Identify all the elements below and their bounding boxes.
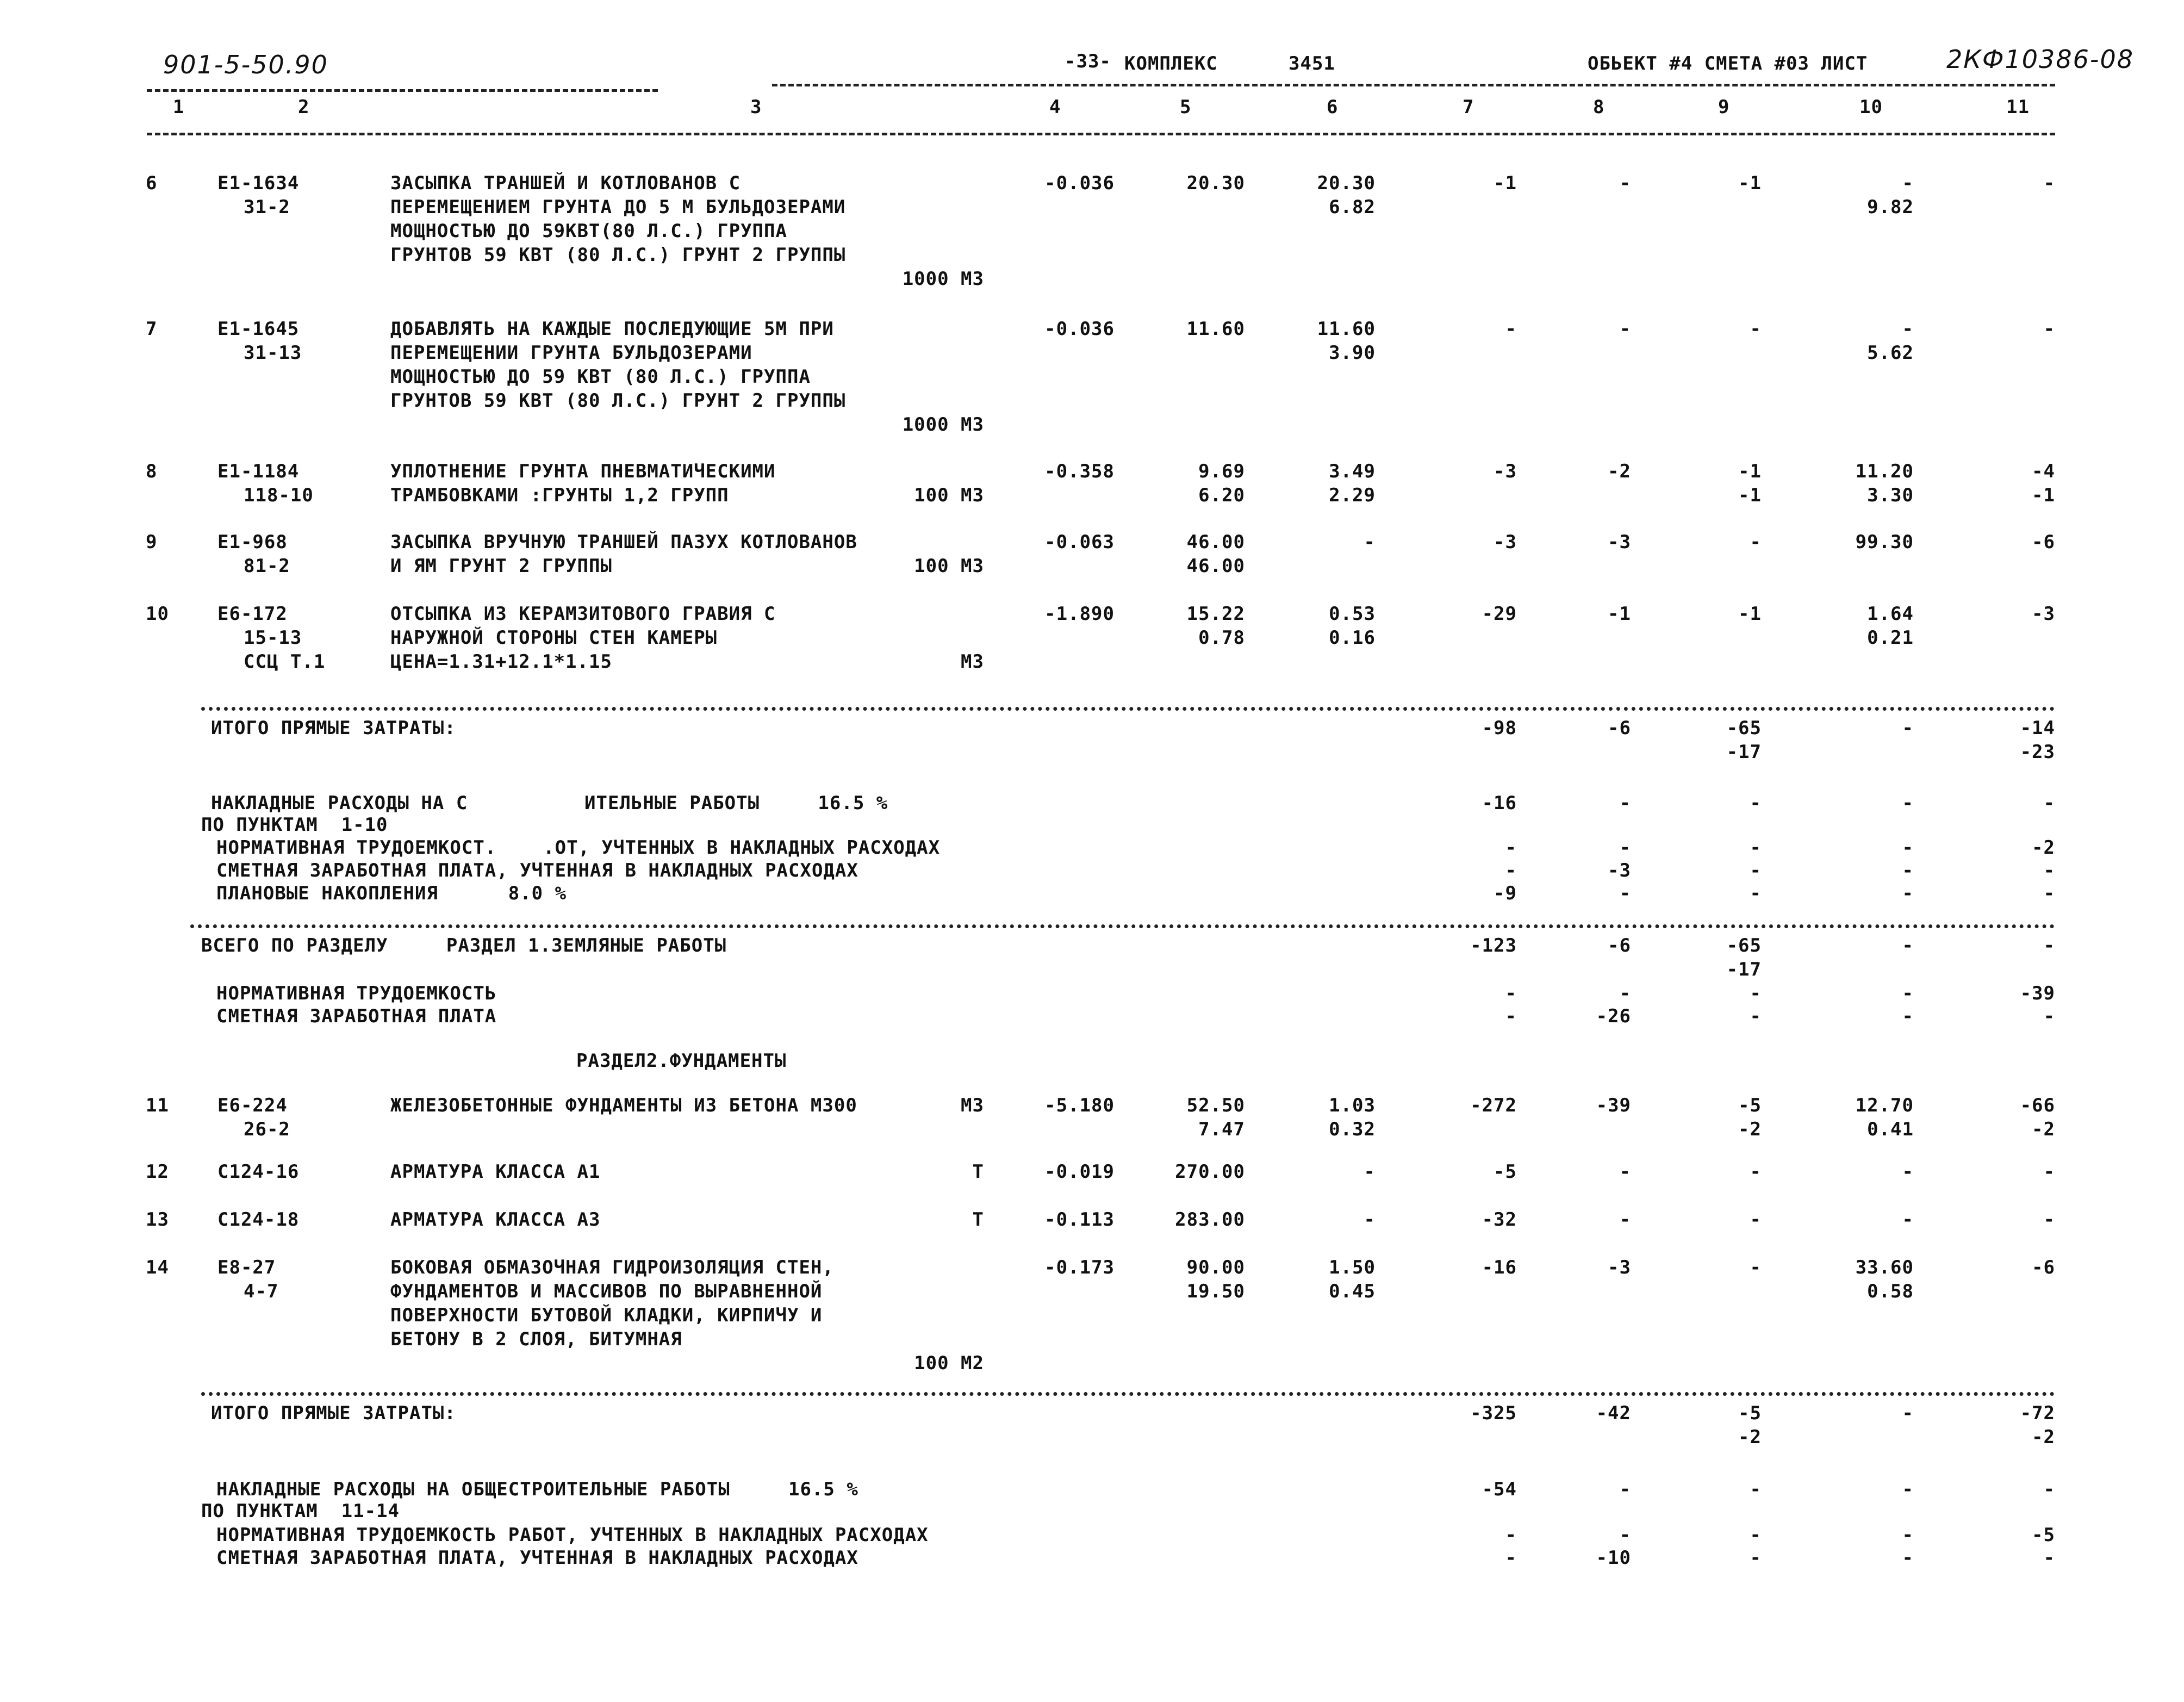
work-description: АРМАТУРА КЛАССА А1 — [390, 1161, 601, 1183]
cell-c8: - — [1619, 883, 1631, 904]
work-description: ДОБАВЛЯТЬ НА КАЖДЫЕ ПОСЛЕДУЮЩИЕ 5М ПРИ — [390, 318, 834, 340]
cell-c6: 0.32 — [1329, 1119, 1376, 1140]
header-rule-left — [147, 89, 658, 92]
unit-of-measure: 100 М3 — [914, 484, 984, 506]
work-description: НАРУЖНОЙ СТОРОНЫ СТЕН КАМЕРЫ — [390, 627, 718, 649]
cell-c8: - — [1619, 1479, 1631, 1500]
work-description: УПЛОТНЕНИЕ ГРУНТА ПНЕВМАТИЧЕСКИМИ — [390, 461, 776, 482]
cell-c9: - — [1750, 983, 1762, 1004]
cell-c7: -123 — [1470, 935, 1517, 956]
cell-c8: - — [1619, 1524, 1631, 1546]
rate-code: Е6-172 — [217, 603, 288, 625]
section-title: РАЗДЕЛ2.ФУНДАМЕНТЫ — [576, 1050, 787, 1072]
wage-label: СМЕТНАЯ ЗАРАБОТНАЯ ПЛАТА, УЧТЕННАЯ В НАКЛАДНЫХ РАСХОДАХ — [216, 1547, 858, 1569]
cell-c5: 46.00 — [1186, 555, 1245, 577]
cell-c6: 0.45 — [1329, 1281, 1376, 1302]
direct-costs-label: ИТОГО ПРЯМЫЕ ЗАТРАТЫ: — [211, 717, 456, 739]
cell-c7: - — [1505, 860, 1517, 881]
unit-of-measure: 100 М3 — [914, 555, 984, 577]
cell-c7: -1 — [1494, 172, 1517, 194]
cell-c8: - — [1619, 1209, 1631, 1231]
rate-code: 118-10 — [244, 484, 314, 506]
work-description: МОЩНОСТЬЮ ДО 59 КВТ (80 Л.С.) ГРУППА — [390, 366, 811, 388]
work-description: ФУНДАМЕНТОВ И МАССИВОВ ПО ВЫРАВНЕННОЙ — [390, 1281, 823, 1302]
header-rule-right — [772, 84, 2055, 86]
cell-c10: - — [1902, 1479, 1914, 1500]
work-description: ТРАМБОВКАМИ :ГРУНТЫ 1,2 ГРУПП — [390, 484, 729, 506]
cell-c9: -65 — [1726, 717, 1762, 739]
work-description: ЦЕНА=1.31+12.1*1.15 — [390, 651, 612, 673]
rate-code: Е1-968 — [217, 531, 288, 553]
overhead-items-label: ПО ПУНКТАМ 11-14 — [201, 1500, 400, 1522]
column-header-11: 11 — [2006, 96, 2030, 118]
section-total-label: ВСЕГО ПО РАЗДЕЛУ РАЗДЕЛ 1.ЗЕМЛЯНЫЕ РАБОТЫ — [201, 935, 727, 956]
cell-c10: - — [1902, 172, 1914, 194]
cell-c11: -2 — [2032, 1426, 2055, 1448]
cell-c9: - — [1750, 531, 1762, 553]
dotted-separator — [201, 1392, 2055, 1396]
cell-c10: 3.30 — [1867, 484, 1914, 506]
cell-c9: - — [1750, 1209, 1762, 1231]
work-description: АРМАТУРА КЛАССА А3 — [390, 1209, 601, 1231]
work-description: БОКОВАЯ ОБМАЗОЧНАЯ ГИДРОИЗОЛЯЦИЯ СТЕН, — [390, 1257, 834, 1278]
quantity: -0.063 — [1044, 531, 1115, 553]
row-number: 11 — [146, 1095, 169, 1116]
cell-c7: -3 — [1494, 461, 1517, 482]
cell-c7: - — [1505, 983, 1517, 1004]
sheet-code: 2КФ10386-08 — [1946, 45, 2134, 74]
object-info: ОБЬЕКТ #4 СМЕТА #03 ЛИСТ — [1588, 53, 1868, 74]
cell-c8: -10 — [1596, 1547, 1631, 1569]
cell-c6: - — [1364, 531, 1376, 553]
complex-number: 3451 — [1289, 53, 1335, 74]
cell-c8: - — [1619, 837, 1631, 859]
unit-of-measure: Т — [972, 1209, 984, 1231]
cell-c7: -272 — [1470, 1095, 1517, 1116]
cell-c10: - — [1902, 318, 1914, 340]
quantity: -5.180 — [1044, 1095, 1115, 1116]
cell-c10: - — [1902, 1209, 1914, 1231]
cell-c11: -5 — [2032, 1524, 2055, 1546]
cell-c7: - — [1505, 1524, 1517, 1546]
cell-c10: 0.41 — [1867, 1119, 1914, 1140]
cell-c11: -2 — [2032, 837, 2055, 859]
cell-c10: - — [1902, 1161, 1914, 1183]
cell-c9: - — [1750, 792, 1762, 814]
doc-code: 901-5-50.90 — [163, 50, 328, 79]
cell-c11: - — [2043, 1479, 2055, 1500]
cell-c11: -3 — [2032, 603, 2055, 625]
cell-c9: - — [1750, 1005, 1762, 1027]
cell-c9: - — [1750, 860, 1762, 881]
work-description: ЗАСЫПКА ВРУЧНУЮ ТРАНШЕЙ ПАЗУХ КОТЛОВАНОВ — [390, 531, 857, 553]
column-header-3: 3 — [750, 96, 762, 118]
row-number: 6 — [146, 172, 158, 194]
cell-c11: -14 — [2020, 717, 2055, 739]
row-number: 14 — [146, 1257, 169, 1278]
cell-c10: - — [1902, 1547, 1914, 1569]
cell-c5: 20.30 — [1186, 172, 1245, 194]
cell-c6: 0.53 — [1329, 603, 1376, 625]
work-description: ПЕРЕМЕЩЕНИЕМ ГРУНТА ДО 5 М БУЛЬДОЗЕРАМИ — [390, 196, 846, 218]
quantity: -0.036 — [1044, 172, 1115, 194]
rate-code: С124-16 — [217, 1161, 300, 1183]
cell-c5: 46.00 — [1186, 531, 1245, 553]
row-number: 8 — [146, 461, 158, 482]
cell-c7: - — [1505, 1547, 1517, 1569]
cell-c7: -5 — [1494, 1161, 1517, 1183]
cell-c10: 9.82 — [1867, 196, 1914, 218]
cell-c11: -39 — [2020, 983, 2055, 1004]
rate-code: 31-2 — [244, 196, 290, 218]
column-header-7: 7 — [1463, 96, 1474, 118]
cell-c7: - — [1505, 1005, 1517, 1027]
quantity: -0.036 — [1044, 318, 1115, 340]
labor-norm-label: НОРМАТИВНАЯ ТРУДОЕМКОСТ. .ОТ, УЧТЕННЫХ В НАКЛАДНЫХ РАСХОДАХ — [216, 837, 941, 859]
cell-c11: -6 — [2032, 531, 2055, 553]
cell-c10: - — [1902, 1005, 1914, 1027]
cell-c9: -65 — [1726, 935, 1762, 956]
rate-code: 26-2 — [244, 1119, 290, 1140]
cell-c11: - — [2043, 1005, 2055, 1027]
cell-c9: -17 — [1726, 959, 1762, 980]
cell-c9: - — [1750, 1257, 1762, 1278]
cell-c9: - — [1750, 883, 1762, 904]
cell-c5: 0.78 — [1198, 627, 1245, 649]
cell-c5: 9.69 — [1198, 461, 1245, 482]
column-header-6: 6 — [1327, 96, 1339, 118]
cell-c11: -2 — [2032, 1119, 2055, 1140]
cell-c10: 5.62 — [1867, 342, 1914, 364]
cell-c7: -325 — [1470, 1402, 1517, 1424]
cell-c9: -17 — [1726, 741, 1762, 763]
work-description: И ЯМ ГРУНТ 2 ГРУППЫ — [390, 555, 612, 577]
unit-of-measure: 1000 М3 — [902, 268, 984, 290]
cell-c8: -39 — [1596, 1095, 1631, 1116]
cell-c11: -23 — [2020, 741, 2055, 763]
row-number: 12 — [146, 1161, 169, 1183]
cell-c6: 0.16 — [1329, 627, 1376, 649]
rate-code: 15-13 — [244, 627, 302, 649]
rate-code: Е1-1645 — [217, 318, 300, 340]
cell-c8: - — [1619, 172, 1631, 194]
cell-c11: -4 — [2032, 461, 2055, 482]
cell-c8: -3 — [1608, 860, 1631, 881]
overhead-label: НАКЛАДНЫЕ РАСХОДЫ НА ОБЩЕСТРОИТЕЛЬНЫЕ РАБОТЫ 16.5 % — [216, 1479, 858, 1500]
cell-c10: - — [1902, 983, 1914, 1004]
cell-c11: - — [2043, 883, 2055, 904]
column-header-1: 1 — [173, 96, 185, 118]
complex-label: КОМПЛЕКС — [1124, 53, 1218, 74]
cell-c11: - — [2043, 1209, 2055, 1231]
cell-c9: - — [1750, 837, 1762, 859]
cell-c6: 20.30 — [1317, 172, 1376, 194]
cell-c10: 11.20 — [1855, 461, 1914, 482]
cell-c10: 33.60 — [1855, 1257, 1914, 1278]
cell-c7: -98 — [1482, 717, 1517, 739]
rate-code: С124-18 — [217, 1209, 300, 1231]
cell-c7: -16 — [1482, 1257, 1517, 1278]
header-rule-bottom — [147, 133, 2055, 135]
cell-c10: 99.30 — [1855, 531, 1914, 553]
quantity: -0.173 — [1044, 1257, 1115, 1278]
work-description: МОЩНОСТЬЮ ДО 59КВТ(80 Л.С.) ГРУППА — [390, 220, 787, 242]
rate-code: Е1-1184 — [217, 461, 300, 482]
column-header-5: 5 — [1180, 96, 1192, 118]
cell-c10: 12.70 — [1855, 1095, 1914, 1116]
cell-c11: - — [2043, 860, 2055, 881]
cell-c6: 3.90 — [1329, 342, 1376, 364]
dotted-separator — [190, 924, 2055, 928]
row-number: 9 — [146, 531, 158, 553]
direct-costs-label: ИТОГО ПРЯМЫЕ ЗАТРАТЫ: — [211, 1402, 456, 1424]
cell-c9: -2 — [1738, 1426, 1762, 1448]
cell-c5: 11.60 — [1186, 318, 1245, 340]
work-description: ЖЕЛЕЗОБЕТОННЫЕ ФУНДАМЕНТЫ ИЗ БЕТОНА М300 — [390, 1095, 857, 1116]
dotted-separator — [201, 707, 2055, 711]
work-description: ПЕРЕМЕЩЕНИИ ГРУНТА БУЛЬДОЗЕРАМИ — [390, 342, 752, 364]
cell-c10: 1.64 — [1867, 603, 1914, 625]
work-description: ГРУНТОВ 59 КВТ (80 Л.С.) ГРУНТ 2 ГРУППЫ — [390, 244, 846, 266]
work-description: ЗАСЫПКА ТРАНШЕЙ И КОТЛОВАНОВ С — [390, 172, 741, 194]
cell-c9: -5 — [1738, 1402, 1762, 1424]
cell-c9: - — [1750, 318, 1762, 340]
work-description: БЕТОНУ В 2 СЛОЯ, БИТУМНАЯ — [390, 1328, 682, 1350]
cell-c10: - — [1902, 792, 1914, 814]
cell-c5: 19.50 — [1186, 1281, 1245, 1302]
page-number: -33- — [1065, 51, 1111, 72]
cell-c6: 1.03 — [1329, 1095, 1376, 1116]
cell-c10: - — [1902, 883, 1914, 904]
cell-c5: 90.00 — [1186, 1257, 1245, 1278]
wage-label: СМЕТНАЯ ЗАРАБОТНАЯ ПЛАТА — [216, 1005, 497, 1027]
cell-c6: - — [1364, 1209, 1376, 1231]
wage-label: СМЕТНАЯ ЗАРАБОТНАЯ ПЛАТА, УЧТЕННАЯ В НАКЛАДНЫХ РАСХОДАХ — [216, 860, 858, 881]
cell-c11: - — [2043, 172, 2055, 194]
cell-c11: - — [2043, 318, 2055, 340]
cell-c10: - — [1902, 1524, 1914, 1546]
cell-c8: - — [1619, 792, 1631, 814]
rate-code: Е8-27 — [217, 1257, 276, 1278]
cell-c9: - — [1750, 1479, 1762, 1500]
cell-c7: -3 — [1494, 531, 1517, 553]
row-number: 10 — [146, 603, 169, 625]
cell-c9: -1 — [1738, 484, 1762, 506]
cell-c7: - — [1505, 318, 1517, 340]
cell-c7: -29 — [1482, 603, 1517, 625]
cell-c10: - — [1902, 717, 1914, 739]
cell-c7: -9 — [1494, 883, 1517, 904]
cell-c11: - — [2043, 1547, 2055, 1569]
work-description: ГРУНТОВ 59 КВТ (80 Л.С.) ГРУНТ 2 ГРУППЫ — [390, 390, 846, 412]
cell-c6: 11.60 — [1317, 318, 1376, 340]
column-header-4: 4 — [1049, 96, 1061, 118]
planned-accumulation-label: ПЛАНОВЫЕ НАКОПЛЕНИЯ 8.0 % — [216, 883, 567, 904]
work-description: ПОВЕРХНОСТИ БУТОВОЙ КЛАДКИ, КИРПИЧУ И — [390, 1305, 823, 1326]
unit-of-measure: Т — [972, 1161, 984, 1183]
cell-c7: -16 — [1482, 792, 1517, 814]
cell-c6: 2.29 — [1329, 484, 1376, 506]
rate-code: Е1-1634 — [217, 172, 300, 194]
cell-c5: 52.50 — [1186, 1095, 1245, 1116]
cell-c8: -3 — [1608, 1257, 1631, 1278]
overhead-items-label: ПО ПУНКТАМ 1-10 — [201, 814, 388, 836]
quantity: -1.890 — [1044, 603, 1115, 625]
cell-c6: 6.82 — [1329, 196, 1376, 218]
column-header-10: 10 — [1859, 96, 1883, 118]
cell-c5: 283.00 — [1175, 1209, 1245, 1231]
cell-c9: - — [1750, 1161, 1762, 1183]
unit-of-measure: 100 М2 — [914, 1352, 984, 1374]
cell-c11: -66 — [2020, 1095, 2055, 1116]
cell-c9: -1 — [1738, 461, 1762, 482]
cell-c10: - — [1902, 860, 1914, 881]
column-header-2: 2 — [298, 96, 310, 118]
cell-c11: -6 — [2032, 1257, 2055, 1278]
row-number: 13 — [146, 1209, 169, 1231]
labor-norm-label: НОРМАТИВНАЯ ТРУДОЕМКОСТЬ — [216, 983, 497, 1004]
cell-c8: -6 — [1608, 717, 1631, 739]
cell-c11: -1 — [2032, 484, 2055, 506]
cell-c8: -3 — [1608, 531, 1631, 553]
cell-c7: - — [1505, 837, 1517, 859]
column-header-9: 9 — [1718, 96, 1730, 118]
cell-c6: - — [1364, 1161, 1376, 1183]
cell-c9: -2 — [1738, 1119, 1762, 1140]
work-description: ОТСЫПКА ИЗ КЕРАМЗИТОВОГО ГРАВИЯ С — [390, 603, 776, 625]
cell-c5: 6.20 — [1198, 484, 1245, 506]
cell-c11: - — [2043, 792, 2055, 814]
cell-c8: -2 — [1608, 461, 1631, 482]
rate-code: 81-2 — [244, 555, 290, 577]
cell-c11: -72 — [2020, 1402, 2055, 1424]
cell-c8: -6 — [1608, 935, 1631, 956]
cell-c5: 7.47 — [1198, 1119, 1245, 1140]
row-number: 7 — [146, 318, 158, 340]
cell-c5: 15.22 — [1186, 603, 1245, 625]
cell-c8: -1 — [1608, 603, 1631, 625]
unit-of-measure: М3 — [961, 651, 984, 673]
cell-c11: - — [2043, 935, 2055, 956]
cell-c7: -54 — [1482, 1479, 1517, 1500]
cell-c10: - — [1902, 837, 1914, 859]
cell-c10: 0.21 — [1867, 627, 1914, 649]
cell-c9: -5 — [1738, 1095, 1762, 1116]
cell-c7: -32 — [1482, 1209, 1517, 1231]
cell-c6: 3.49 — [1329, 461, 1376, 482]
cell-c9: - — [1750, 1547, 1762, 1569]
cell-c10: - — [1902, 1402, 1914, 1424]
cell-c10: 0.58 — [1867, 1281, 1914, 1302]
rate-code: 4-7 — [244, 1281, 279, 1302]
cell-c11: - — [2043, 1161, 2055, 1183]
overhead-label: НАКЛАДНЫЕ РАСХОДЫ НА С ИТЕЛЬНЫЕ РАБОТЫ 16.5 % — [211, 792, 888, 814]
cell-c9: -1 — [1738, 172, 1762, 194]
labor-norm-label: НОРМАТИВНАЯ ТРУДОЕМКОСТЬ РАБОТ, УЧТЕННЫХ В НАКЛАДНЫХ РАСХОДАХ — [216, 1524, 929, 1546]
unit-of-measure: 1000 М3 — [902, 414, 984, 436]
cell-c9: -1 — [1738, 603, 1762, 625]
cell-c8: -42 — [1596, 1402, 1631, 1424]
rate-code: 31-13 — [244, 342, 302, 364]
quantity: -0.113 — [1044, 1209, 1115, 1231]
quantity: -0.019 — [1044, 1161, 1115, 1183]
cell-c8: - — [1619, 1161, 1631, 1183]
column-header-8: 8 — [1593, 96, 1605, 118]
cell-c5: 270.00 — [1175, 1161, 1245, 1183]
unit-of-measure: М3 — [961, 1095, 984, 1116]
cell-c9: - — [1750, 1524, 1762, 1546]
cell-c10: - — [1902, 935, 1914, 956]
rate-code: Е6-224 — [217, 1095, 288, 1116]
rate-code: ССЦ Т.1 — [244, 651, 326, 673]
cell-c6: 1.50 — [1329, 1257, 1376, 1278]
quantity: -0.358 — [1044, 461, 1115, 482]
cell-c8: - — [1619, 318, 1631, 340]
cell-c8: -26 — [1596, 1005, 1631, 1027]
cell-c8: - — [1619, 983, 1631, 1004]
